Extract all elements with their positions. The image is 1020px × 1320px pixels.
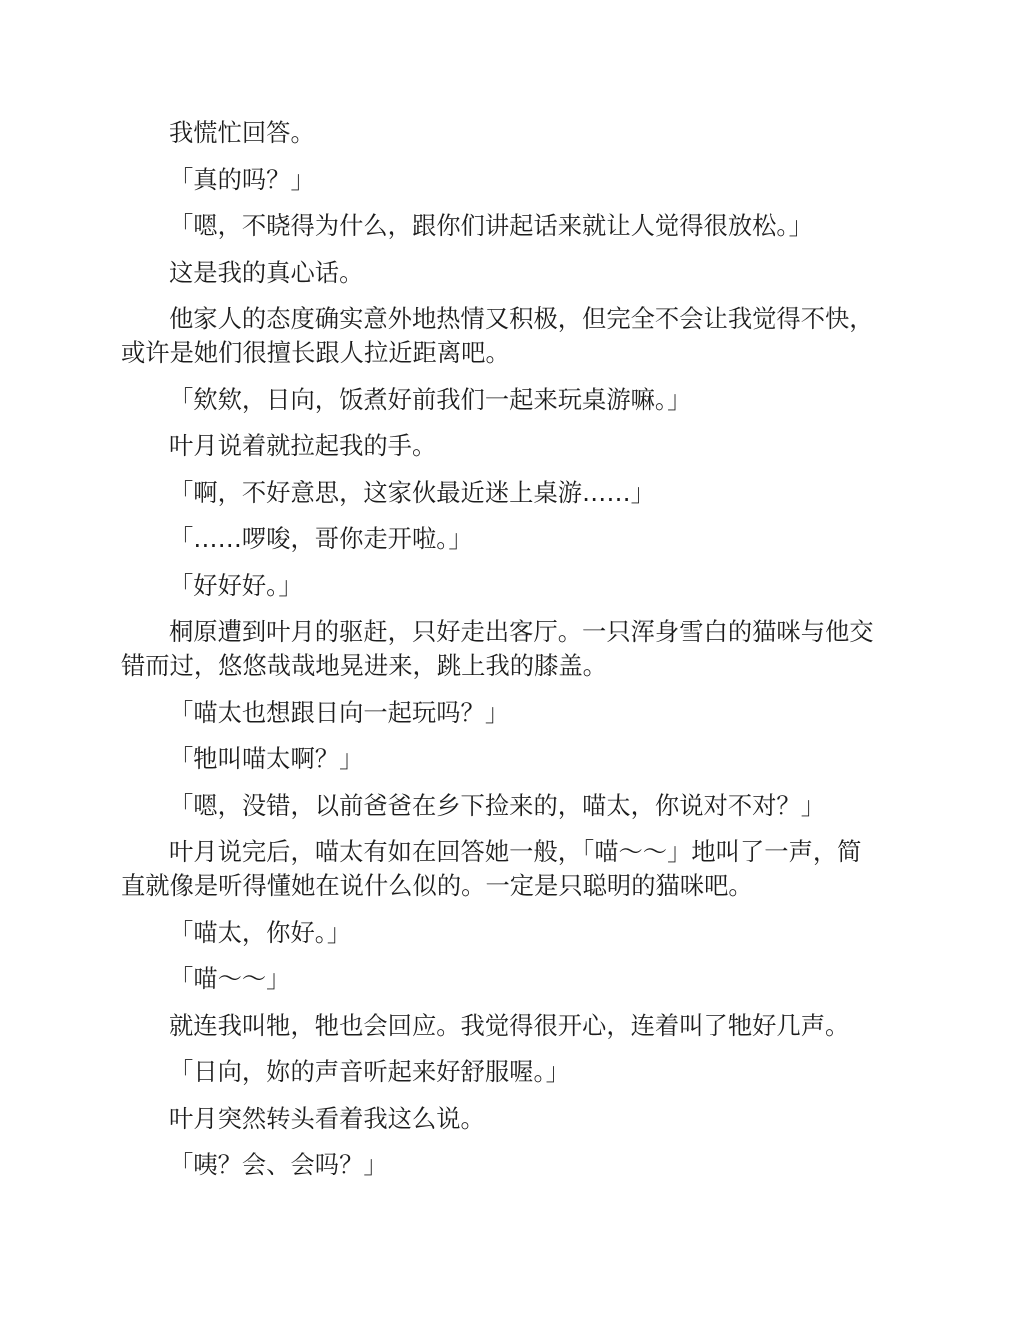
paragraph bbox=[121, 429, 911, 463]
paragraph bbox=[121, 742, 911, 776]
paragraph bbox=[121, 476, 911, 510]
paragraph bbox=[121, 1148, 911, 1182]
text-line: 「欸欸，日向，饭煮好前我们一起来玩桌游嘛。」 bbox=[169, 384, 692, 414]
text-line: 我慌忙回答。 bbox=[169, 118, 315, 147]
paragraph bbox=[121, 569, 911, 603]
text-line: 「真的吗？」 bbox=[169, 164, 315, 194]
text-line: 「喵太，你好。」 bbox=[169, 917, 352, 947]
text-line: 「啊，不好意思，这家伙最近迷上桌游……」 bbox=[169, 477, 655, 507]
paragraph bbox=[121, 302, 911, 370]
paragraph bbox=[121, 163, 911, 197]
text-line: 「咦？会、会吗？」 bbox=[169, 1150, 388, 1179]
text-line: 桐原遭到叶月的驱赶，只好走出客厅。一只浑身雪白的猫咪与他交 bbox=[169, 617, 874, 646]
paragraph bbox=[121, 916, 911, 950]
paragraph bbox=[121, 789, 911, 823]
text-line: 「嗯，不晓得为什么，跟你们讲起话来就让人觉得很放松。」 bbox=[169, 211, 813, 240]
text-line: 「好好好。」 bbox=[169, 570, 303, 600]
text-line: 「嗯，没错，以前爸爸在乡下捡来的，喵太，你说对不对？」 bbox=[169, 790, 826, 820]
paragraph bbox=[121, 615, 911, 683]
text-line: 叶月说着就拉起我的手。 bbox=[169, 431, 437, 460]
text-line: 「喵～～」 bbox=[169, 964, 291, 993]
body-text bbox=[121, 116, 911, 1195]
text-line: 或许是她们很擅长跟人拉近距离吧。 bbox=[121, 338, 510, 367]
paragraph bbox=[121, 696, 911, 730]
paragraph bbox=[121, 1055, 911, 1089]
paragraph bbox=[121, 522, 911, 556]
paragraph bbox=[121, 1102, 911, 1136]
paragraph bbox=[121, 962, 911, 996]
paragraph bbox=[121, 116, 911, 150]
paragraph bbox=[121, 835, 911, 903]
paragraph bbox=[121, 209, 911, 243]
text-line: 「日向，妳的声音听起来好舒服喔。」 bbox=[169, 1057, 570, 1086]
text-line: 「喵太也想跟日向一起玩吗？」 bbox=[169, 697, 510, 727]
text-line: 就连我叫牠，牠也会回应。我觉得很开心，连着叫了牠好几声。 bbox=[169, 1010, 850, 1040]
text-line: 直就像是听得懂她在说什么似的。一定是只聪明的猫咪吧。 bbox=[121, 871, 753, 900]
paragraph bbox=[121, 256, 911, 290]
text-line: 这是我的真心话。 bbox=[169, 257, 364, 287]
paragraph bbox=[121, 1009, 911, 1043]
paragraph bbox=[121, 383, 911, 417]
text-line: 「……啰唆，哥你走开啦。」 bbox=[169, 524, 473, 553]
text-line: 他家人的态度确实意外地热情又积极，但完全不会让我觉得不快， bbox=[169, 304, 874, 333]
text-line: 错而过，悠悠哉哉地晃进来，跳上我的膝盖。 bbox=[121, 651, 607, 680]
text-line: 叶月说完后，喵太有如在回答她一般，「喵～～」地叫了一声，简 bbox=[169, 837, 862, 866]
text-line: 叶月突然转头看着我这么说。 bbox=[169, 1103, 485, 1133]
text-line: 「牠叫喵太啊？」 bbox=[169, 744, 364, 773]
